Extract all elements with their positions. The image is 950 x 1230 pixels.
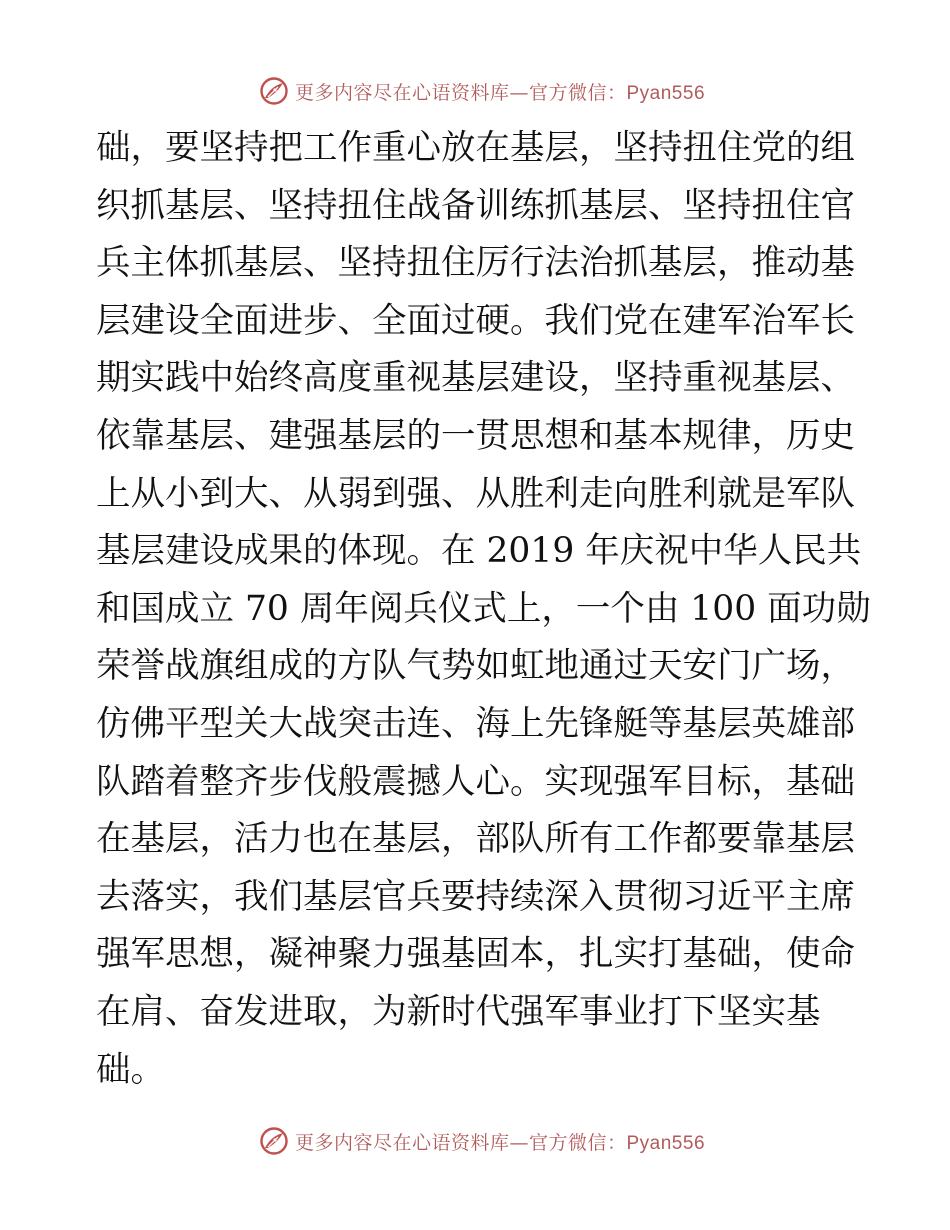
header-banner-label: 更多内容尽在心语资料库—官方微信： — [294, 81, 627, 104]
document-line: 在基层，活力也在基层，部队所有工作都要靠基层 — [96, 819, 855, 860]
header-banner — [0, 74, 950, 108]
footer-banner-label: 更多内容尽在心语资料库—官方微信： — [294, 1131, 627, 1154]
document-line: 依靠基层、建强基层的一贯思想和基本规律，历史 — [96, 415, 855, 456]
document-line: 兵主体抓基层、坚持扭住厉行法治抓基层，推动基 — [96, 243, 855, 284]
document-line: 础。 — [96, 1049, 165, 1090]
footer-banner-text — [295, 1128, 705, 1155]
document-line: 层建设全面进步、全面过硬。我们党在建军治军长 — [96, 300, 855, 341]
document-line: 在肩、奋发进取，为新时代强军事业打下坚实基 — [96, 991, 821, 1032]
footer-wechat-id: Pyan556 — [626, 1132, 706, 1154]
document-line: 强军思想，凝神聚力强基固本，扎实打基础，使命 — [96, 934, 855, 975]
document-line: 去落实，我们基层官兵要持续深入贯彻习近平主席 — [96, 876, 855, 917]
document-line: 和国成立 70 周年阅兵仪式上，一个由 100 面功勋 — [96, 588, 871, 629]
document-line: 仿佛平型关大战突击连、海上先锋艇等基层英雄部 — [96, 703, 855, 744]
document-line: 队踏着整齐步伐般震撼人心。实现强军目标，基础 — [96, 761, 855, 802]
document-body — [96, 120, 871, 1099]
document-line: 荣誉战旗组成的方队气势如虹地通过天安门广场， — [96, 646, 855, 687]
pen-nib-logo-icon — [259, 1126, 289, 1156]
document-line: 础，要坚持把工作重心放在基层，坚持扭住党的组 — [96, 128, 855, 168]
footer-banner-content — [259, 1126, 705, 1156]
header-banner-text — [295, 78, 705, 105]
footer-banner — [0, 1124, 950, 1158]
document-line: 期实践中始终高度重视基层建设，坚持重视基层、 — [96, 358, 855, 399]
pen-nib-logo-icon — [259, 76, 289, 106]
document-line: 基层建设成果的体现。在 2019 年庆祝中华人民共 — [96, 531, 862, 572]
document-line: 上从小到大、从弱到强、从胜利走向胜利就是军队 — [96, 473, 855, 514]
document-line: 织抓基层、坚持扭住战备训练抓基层、坚持扭住官 — [96, 185, 855, 226]
header-wechat-id: Pyan556 — [626, 82, 706, 104]
header-banner-content — [259, 76, 705, 106]
